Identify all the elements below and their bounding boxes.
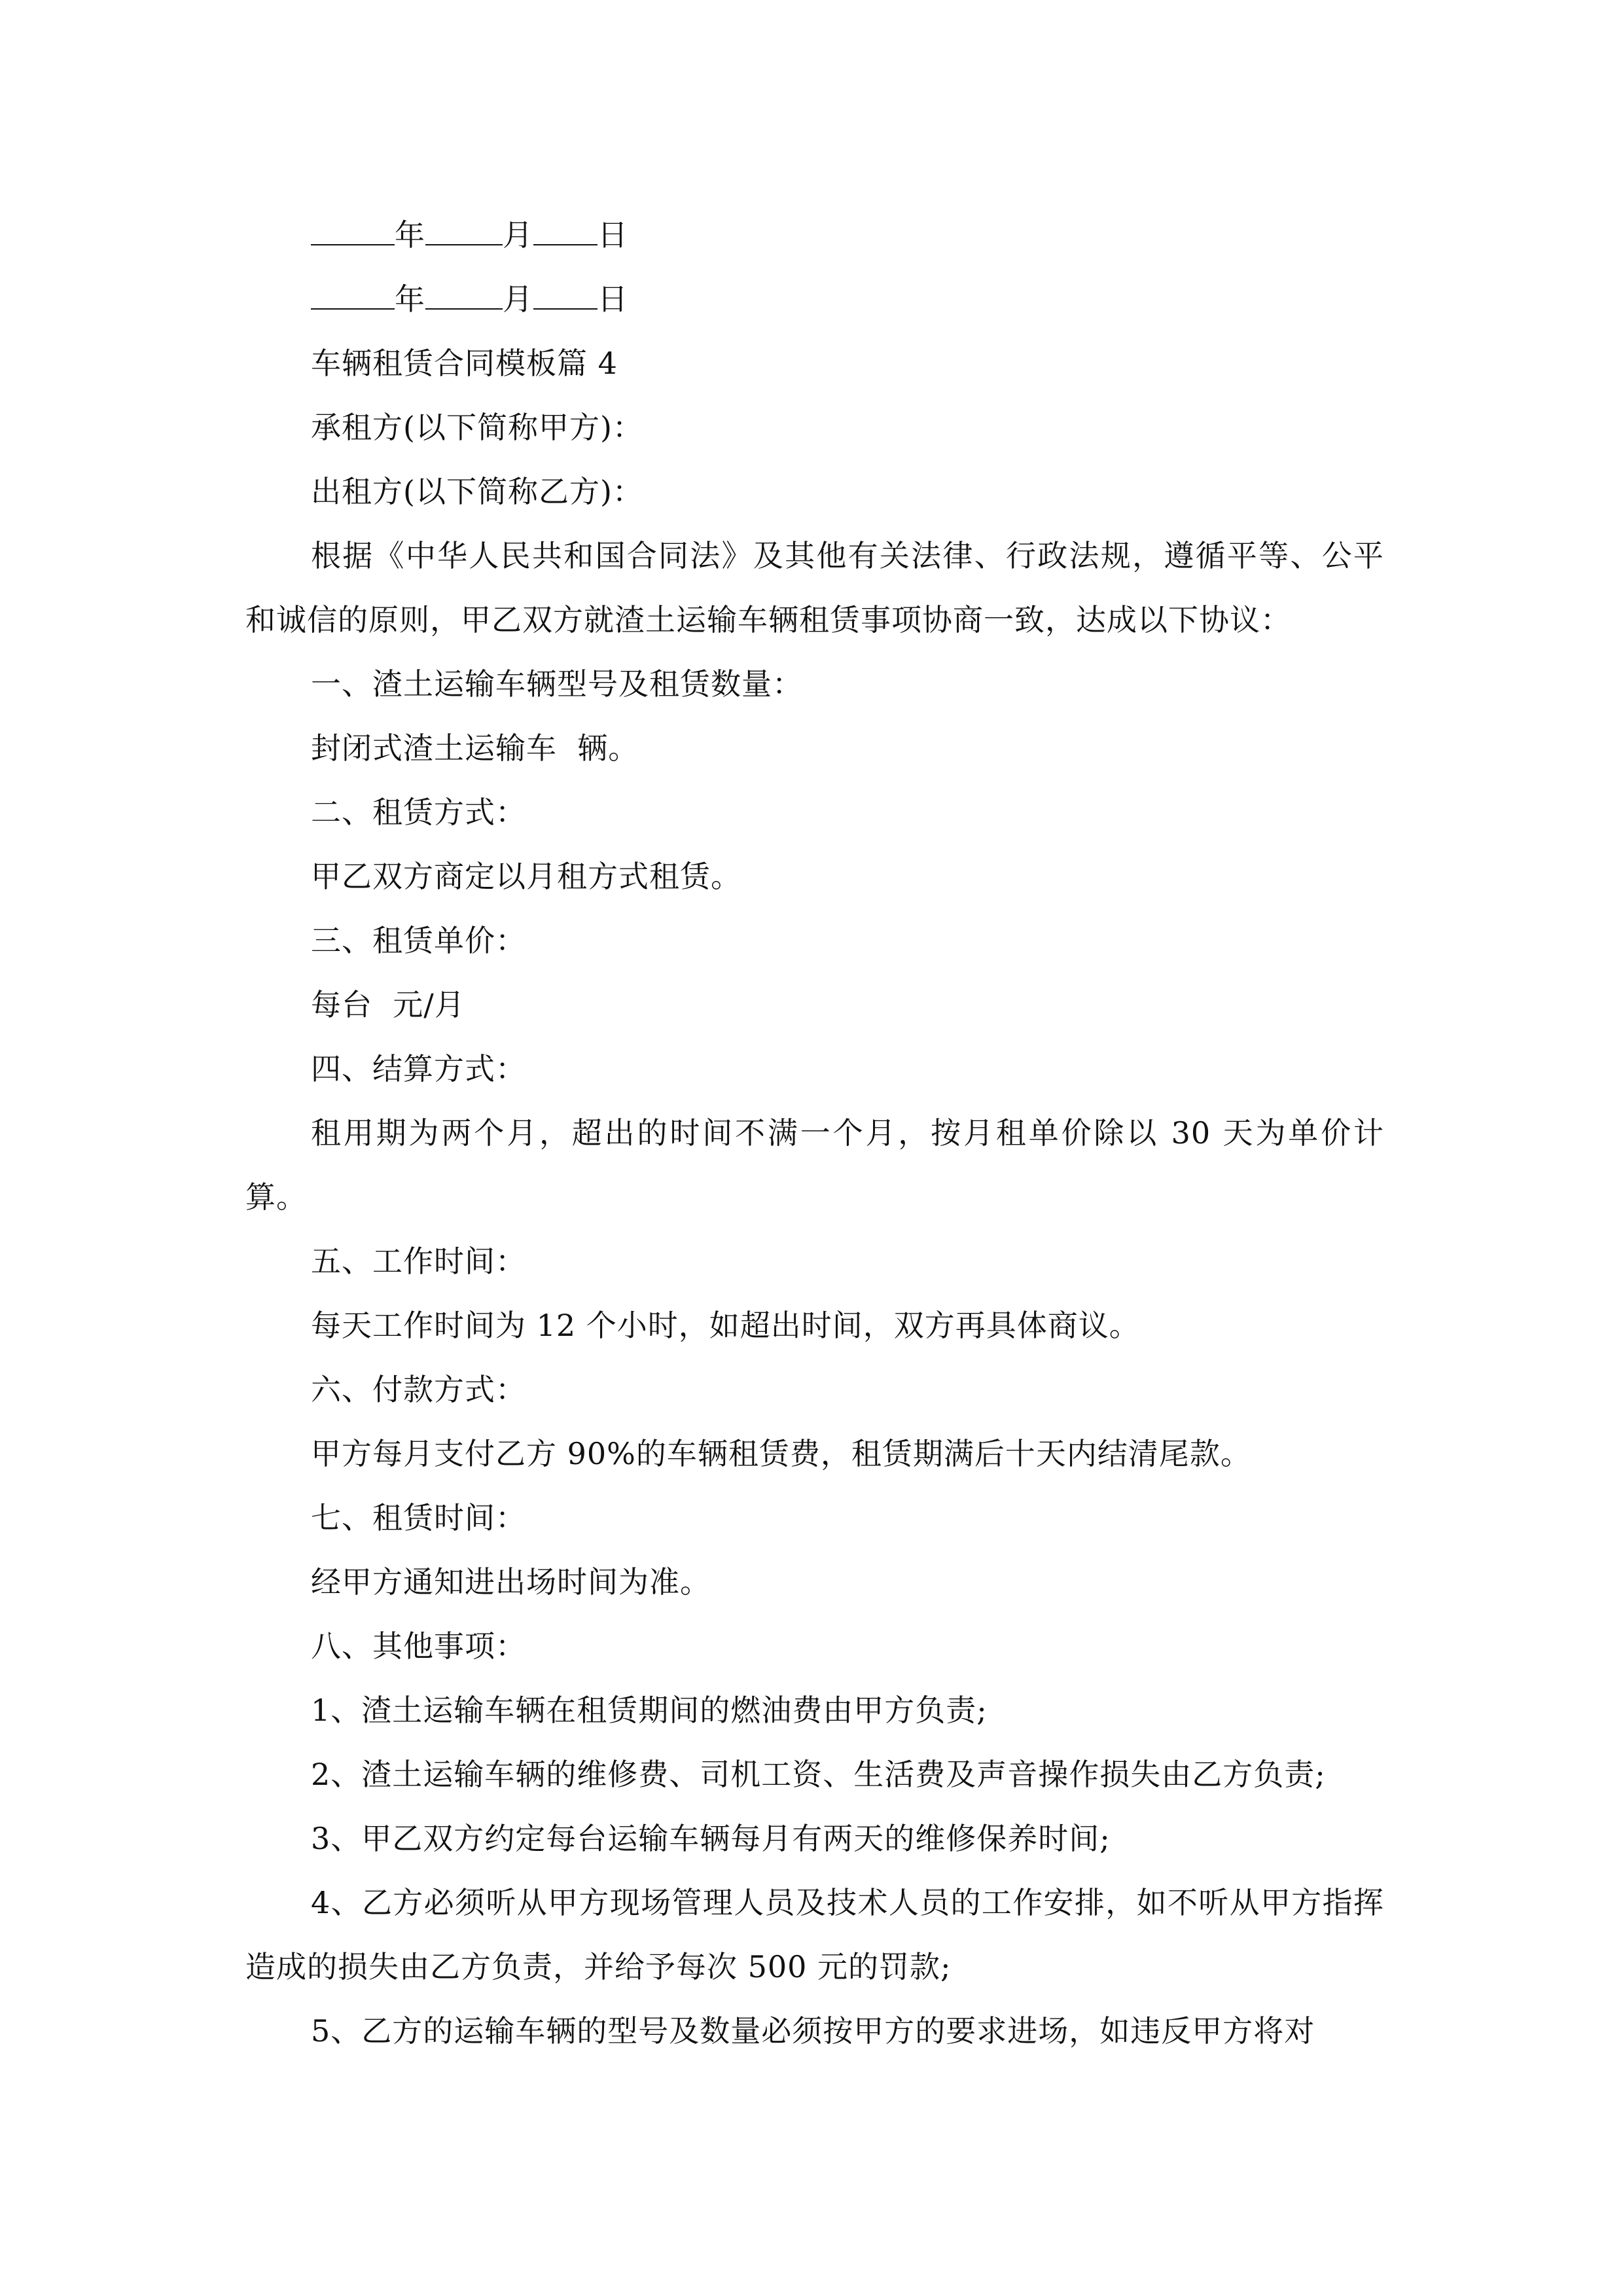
date-line-2 [245, 267, 1384, 331]
document-body [245, 203, 1384, 2063]
section-title: 四、结算方式： [311, 1051, 526, 1086]
section-title: 一、渣土运输车辆型号及租赁数量： [311, 666, 803, 702]
contract-heading: 车辆租赁合同模板篇 4 [311, 346, 618, 381]
section-body: 甲方每月支付乙方 90%的车辆租赁费，租赁期满后十天内结清尾款。 [311, 1436, 1251, 1471]
section-title: 三、租赁单价： [311, 923, 526, 958]
section-body: 封闭式渣土运输车 辆。 [311, 730, 639, 766]
day-blank[interactable] [533, 278, 597, 310]
section-title: 六、付款方式： [311, 1372, 526, 1407]
year-blank[interactable] [311, 278, 395, 310]
section-title: 二、租赁方式： [311, 795, 526, 830]
day-label: 日 [597, 281, 628, 317]
date-line-1 [245, 203, 1384, 267]
intro-paragraph: 根据《中华人民共和国合同法》及其他有关法律、行政法规，遵循平等、公平和诚信的原则，甲乙双方就渣土运输车辆租赁事项协商一致，达成以下协议： [245, 538, 1384, 637]
year-blank[interactable] [311, 214, 395, 245]
month-label: 月 [503, 217, 533, 253]
other-item: 4、乙方必须听从甲方现场管理人员及技术人员的工作安排，如不听从甲方指挥造成的损失由乙方负责，并给予每次 500 元的罚款; [245, 1885, 1384, 1984]
section-body: 每台 元/月 [311, 987, 465, 1022]
other-item: 1、渣土运输车辆在租赁期间的燃油费由甲方负责; [311, 1693, 988, 1728]
year-label: 年 [395, 281, 425, 317]
lessee-line: 承租方(以下简称甲方)： [311, 410, 643, 445]
month-label: 月 [503, 281, 533, 317]
year-label: 年 [395, 217, 425, 253]
section-body: 每天工作时间为 12 个小时，如超出时间，双方再具体商议。 [311, 1308, 1140, 1343]
section-body: 甲乙双方商定以月租方式租赁。 [311, 859, 741, 894]
other-item: 3、甲乙双方约定每台运输车辆每月有两天的维修保养时间; [311, 1821, 1111, 1856]
section-body: 租用期为两个月，超出的时间不满一个月，按月租单价除以 30 天为单价计算。 [245, 1115, 1384, 1215]
month-blank[interactable] [425, 278, 503, 310]
section-title: 七、租赁时间： [311, 1500, 526, 1535]
month-blank[interactable] [425, 214, 503, 245]
other-item: 2、渣土运输车辆的维修费、司机工资、生活费及声音操作损失由乙方负责; [311, 1757, 1326, 1792]
section-title: 八、其他事项： [311, 1628, 526, 1664]
other-item: 5、乙方的运输车辆的型号及数量必须按甲方的要求进场，如违反甲方将对 [311, 2013, 1315, 2049]
section-body: 经甲方通知进出场时间为准。 [311, 1564, 711, 1600]
section-title: 五、工作时间： [311, 1244, 526, 1279]
lessor-line: 出租方(以下简称乙方)： [311, 474, 643, 509]
day-label: 日 [597, 217, 628, 253]
day-blank[interactable] [533, 214, 597, 245]
